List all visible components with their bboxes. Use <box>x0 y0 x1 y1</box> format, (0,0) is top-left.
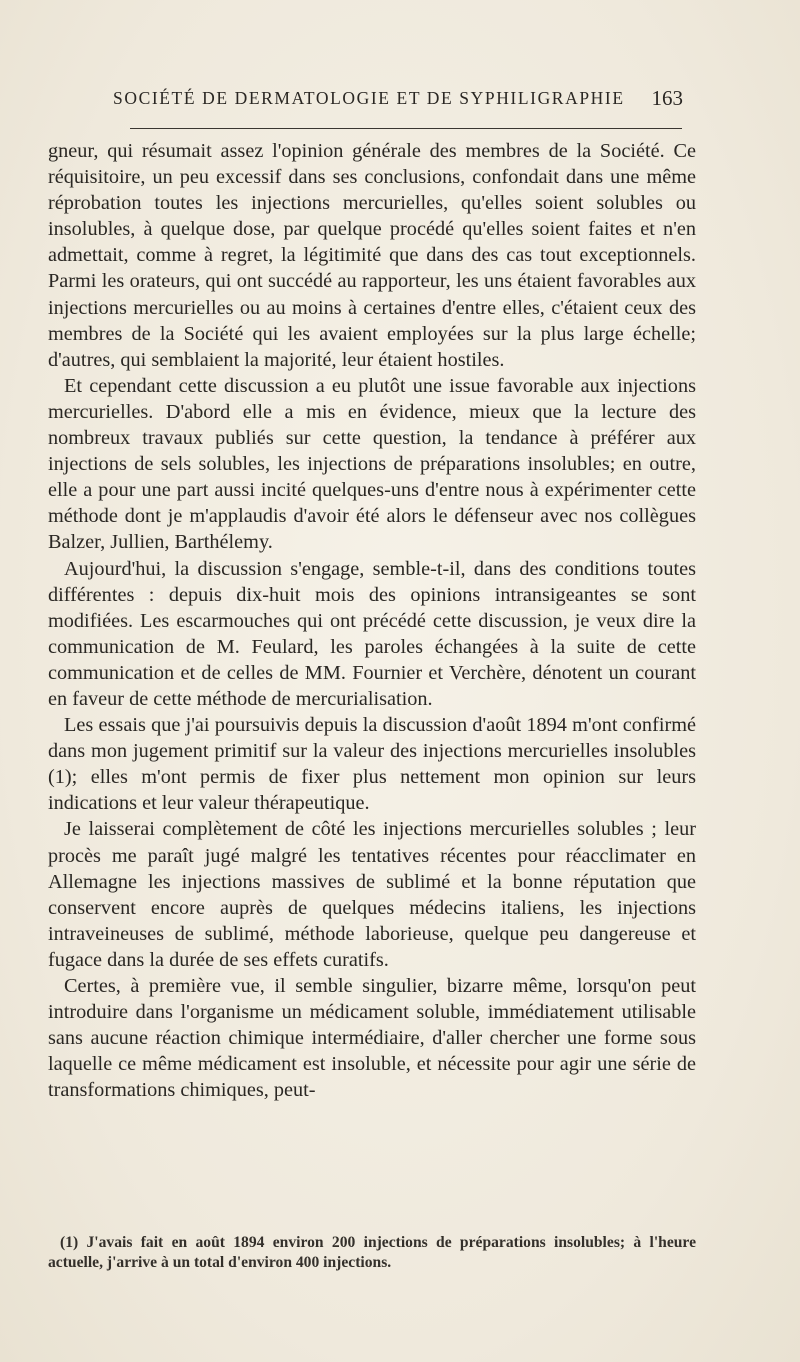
paragraph-4: Les essais que j'ai poursuivis depuis la discussion d'août 1894 m'ont confirmé dans mon jugement primitif sur la valeur des injections mercurielles insolubles (1); elles m'ont permis de fixer plus nettement mon opinion sur leurs indications et leur valeur thérapeutique. <box>48 714 696 815</box>
paragraph-6: Certes, à première vue, il semble singulier, bizarre même, lorsqu'on peut introduire dans l'organisme un médicament soluble, immédiatement utilisable sans aucune réaction chimique intermédiaire, d'aller chercher une forme sous laquelle ce même médicament est insoluble, et nécessite pour agir une série de transformations chimiques, peut- <box>48 975 696 1102</box>
page-header <box>113 88 683 118</box>
running-head: SOCIÉTÉ DE DERMATOLOGIE ET DE SYPHILIGRAPHIE <box>113 88 625 108</box>
footnote: (1) J'avais fait en août 1894 environ 200 injections de préparations insolubles; à l'heure actuelle, j'arrive à un total d'environ 400 injections. <box>48 1234 696 1271</box>
paragraph-2: Et cependant cette discussion a eu plutôt une issue favorable aux injections mercurielles. D'abord elle a mis en évidence, mieux que la lecture des nombreux travaux publiés sur cette question, la tendance à préférer aux injections de sels solubles, les injections de préparations insolubles; en outre, elle a pour une part aussi incité quelques-uns d'entre nous à expérimenter cette méthode dont je m'applaudis d'avoir été alors le défenseur avec nos collègues Balzer, Jullien, Barthélemy. <box>48 374 696 554</box>
page-number: 163 <box>651 86 683 110</box>
paragraph-3: Aujourd'hui, la discussion s'engage, semble-t-il, dans des conditions toutes différentes : depuis dix-huit mois des opinions intransigeantes se sont modifiées. Les escarmouches qui ont précédé cette discussion, je veux dire la communication de M. Feulard, les paroles échangées à la suite de cette communication et de celles de MM. Fournier et Verchère, dénotent un courant en faveur de cette méthode de mercurialisation. <box>48 557 696 710</box>
paragraph-1: gneur, qui résumait assez l'opinion générale des membres de la Société. Ce réquisitoire, un peu excessif dans ses conclusions, confondait dans une même réprobation toutes les injections mercurielles, qu'elles soient solubles ou insolubles, à quelque dose, par quelque procédé qu'elles soient faites et n'en admettait, comme à regret, la légitimité que dans des cas tout exceptionnels. Parmi les orateurs, qui ont succédé au rapporteur, les uns étaient favorables aux injections mercurielles ou au moins à certaines d'entre elles, c'étaient ceux des membres de la Société qui les avaient employées sur la plus large échelle; d'autres, qui semblaient la majorité, leur étaient hostiles. <box>48 140 696 371</box>
header-rule <box>130 128 682 129</box>
paragraph-5: Je laisserai complètement de côté les injections mercurielles solubles ; leur procès me paraît jugé malgré les tentatives récentes pour réacclimater en Allemagne les injections massives de sublimé et la bonne réputation que conservent encore auprès de quelques médecins italiens, les injections intraveineuses de sublimé, méthode laborieuse, quelque peu dangereuse et fugace dans la durée de ses effets curatifs. <box>48 818 696 971</box>
body-text <box>48 138 696 1103</box>
